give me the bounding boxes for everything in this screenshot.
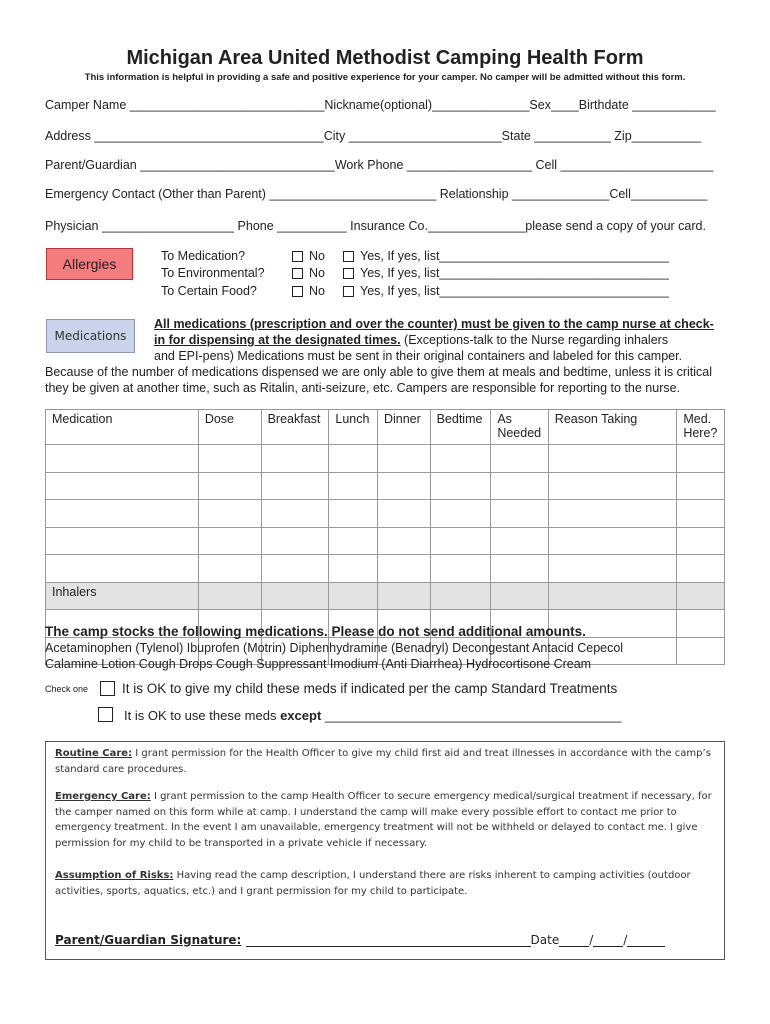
except-bold: except: [280, 708, 322, 723]
allergy-environmental-no[interactable]: [292, 266, 325, 280]
allergy-food-yes[interactable]: [343, 284, 669, 298]
no-checkbox[interactable]: [292, 286, 303, 297]
medications-policy-bold2: in for dispensing at the designated times.: [154, 333, 401, 347]
table-cell[interactable]: [491, 555, 548, 583]
physician-line[interactable]: Physician ___________________ Phone __________ Insurance Co.______________please send a copy of your card.: [45, 219, 706, 233]
table-cell[interactable]: [329, 555, 378, 583]
table-cell[interactable]: [377, 555, 430, 583]
assumption-of-risks-text: Having read the camp description, I understand there are risks inherent to camping activities (outdoor activities, sports, aquatics, etc.) and I grant permission for my child to participate.: [55, 870, 691, 897]
address-line[interactable]: Address _________________________________City ______________________State ___________ Zip__________: [45, 129, 702, 143]
date-year-field[interactable]: [627, 933, 665, 947]
table-cell[interactable]: [46, 555, 199, 583]
emergency-care-text: I grant permission to the camp Health Officer to secure emergency medical/surgical treatment if necessary, for the camper named on this form while at camp. I understand the camp will make every possible effort to contact me prior to emergency treatment. In the event I am unavailable, emergency treatment will not be withheld or delayed to contact me. I give permission for my child to be transported in a private vehicle if necessary.: [55, 791, 712, 849]
inhalers-label: Inhalers: [46, 582, 199, 610]
yes-checkbox[interactable]: [343, 286, 354, 297]
camper-info-line[interactable]: Camper Name ____________________________Nickname(optional)______________Sex____Birthdate ____________: [45, 98, 716, 112]
table-cell[interactable]: [430, 527, 491, 555]
allergy-food-question: To Certain Food?: [161, 284, 257, 298]
table-cell[interactable]: [198, 445, 261, 473]
yes-label: Yes, If yes, list_________________________________: [360, 266, 669, 280]
table-cell[interactable]: [329, 527, 378, 555]
except-checkbox[interactable]: [98, 706, 113, 724]
table-header-row: [46, 410, 725, 445]
emergency-care-label: Emergency Care:: [55, 791, 151, 802]
medications-policy-line5: they be given at another time, such as Ritalin, anti-seizure, etc. Campers are responsible for reporting to the nurse.: [45, 381, 681, 395]
allergies-label: Allergies: [46, 248, 133, 280]
table-cell[interactable]: [198, 472, 261, 500]
table-cell[interactable]: [677, 610, 725, 638]
no-label: No: [309, 266, 325, 280]
header-medication: Medication: [46, 410, 199, 445]
routine-care-section: [55, 746, 715, 777]
header-dinner: Dinner: [377, 410, 430, 445]
checkbox-icon[interactable]: [98, 707, 113, 722]
allergy-medication-question: To Medication?: [161, 249, 246, 263]
table-cell[interactable]: [329, 472, 378, 500]
table-cell[interactable]: [198, 555, 261, 583]
table-row[interactable]: [46, 555, 725, 583]
signature-line[interactable]: [55, 933, 665, 947]
table-cell[interactable]: [548, 445, 677, 473]
emergency-care-section: [55, 789, 715, 851]
header-lunch: Lunch: [329, 410, 378, 445]
table-cell[interactable]: [46, 445, 199, 473]
table-cell[interactable]: [677, 472, 725, 500]
assumption-of-risks-section: [55, 868, 715, 899]
allergy-medication-yes[interactable]: [343, 249, 669, 263]
table-cell[interactable]: [430, 472, 491, 500]
table-cell[interactable]: [261, 445, 329, 473]
date-month-field[interactable]: [559, 933, 589, 947]
allergy-environmental-yes[interactable]: [343, 266, 669, 280]
table-cell[interactable]: [677, 500, 725, 528]
table-cell[interactable]: [548, 527, 677, 555]
consent-box: [45, 741, 725, 960]
stock-list-line2: Calamine Lotion Cough Drops Cough Suppressant Imodium (Anti Diarrhea) Hydrocortisone Cream: [45, 657, 592, 671]
except-option[interactable]: [124, 708, 621, 723]
table-row[interactable]: [46, 445, 725, 473]
yes-label: Yes, If yes, list_________________________________: [360, 284, 669, 298]
header-breakfast: Breakfast: [261, 410, 329, 445]
table-cell[interactable]: [261, 500, 329, 528]
table-row[interactable]: [46, 472, 725, 500]
table-cell[interactable]: [491, 445, 548, 473]
header-med-here: Med. Here?: [677, 410, 725, 445]
table-cell[interactable]: [46, 527, 199, 555]
date-slash: /: [623, 933, 628, 947]
table-cell[interactable]: [430, 500, 491, 528]
signature-label: Parent/Guardian Signature:: [55, 933, 242, 947]
table-cell[interactable]: [548, 555, 677, 583]
table-cell[interactable]: [491, 527, 548, 555]
table-cell[interactable]: [261, 472, 329, 500]
no-checkbox[interactable]: [292, 268, 303, 279]
except-prefix: It is OK to use these meds: [124, 708, 281, 723]
date-label: Date: [530, 933, 560, 947]
checkbox-icon[interactable]: [100, 681, 115, 696]
table-cell[interactable]: [548, 500, 677, 528]
table-row[interactable]: [46, 500, 725, 528]
table-cell[interactable]: [329, 500, 378, 528]
table-cell[interactable]: [377, 472, 430, 500]
table-cell[interactable]: [46, 472, 199, 500]
medications-policy-line3: and EPI-pens) Medications must be sent in their original containers and labeled for this camper.: [154, 349, 683, 363]
medications-policy-line4: Because of the number of medications dispensed we are only able to give them at meals and bedtime, unless it is critical: [45, 365, 713, 379]
header-bedtime: Bedtime: [430, 410, 491, 445]
routine-care-label: Routine Care:: [55, 748, 133, 759]
table-cell[interactable]: [677, 445, 725, 473]
table-cell[interactable]: [261, 555, 329, 583]
medications-label: Medications: [46, 319, 135, 353]
medications-policy-bold: All medications (prescription and over the counter) must be given to the camp nurse at check-: [154, 317, 714, 331]
table-cell[interactable]: [491, 500, 548, 528]
yes-checkbox[interactable]: [343, 268, 354, 279]
table-cell[interactable]: [377, 445, 430, 473]
header-reason-taking: Reason Taking: [548, 410, 677, 445]
table-cell[interactable]: [46, 500, 199, 528]
table-cell[interactable]: [677, 555, 725, 583]
allergy-environmental-question: To Environmental?: [161, 266, 265, 280]
table-cell[interactable]: [377, 500, 430, 528]
form-subtitle: This information is helpful in providing a safe and positive experience for your camper. No camper will be admitted without this form.: [84, 72, 686, 83]
check-one-label: Check one: [45, 684, 89, 694]
header-dose: Dose: [198, 410, 261, 445]
table-cell[interactable]: [677, 637, 725, 665]
table-cell[interactable]: [430, 555, 491, 583]
emergency-contact-line[interactable]: Emergency Contact (Other than Parent) ________________________ Relationship ______________Cell___________: [45, 187, 708, 201]
table-cell[interactable]: [261, 527, 329, 555]
table-cell[interactable]: [329, 445, 378, 473]
header-as-needed: As Needed: [491, 410, 548, 445]
medications-policy-line2: [154, 332, 668, 348]
except-blank: _________________________________________: [321, 708, 622, 723]
table-cell[interactable]: [548, 472, 677, 500]
table-cell[interactable]: [377, 527, 430, 555]
date-day-field[interactable]: [593, 933, 623, 947]
date-slash: /: [589, 933, 594, 947]
inhalers-row: [46, 582, 725, 610]
table-cell[interactable]: [198, 527, 261, 555]
stock-list-line1: Acetaminophen (Tylenol) Ibuprofen (Motrin) Diphenhydramine (Benadryl) Decongestant Antacid Cepecol: [45, 641, 624, 655]
routine-care-text: I grant permission for the Health Officer to give my child first aid and treat illnesses in accordance with the camp’s standard care procedures.: [55, 748, 711, 775]
medications-policy-rest: (Exceptions-talk to the Nurse regarding inhalers: [400, 333, 669, 347]
form-title: Michigan Area United Methodist Camping Health Form: [126, 47, 644, 69]
standard-treatments-checkbox[interactable]: [100, 680, 115, 698]
allergy-food-no[interactable]: [292, 284, 325, 298]
parent-guardian-line[interactable]: Parent/Guardian ____________________________Work Phone __________________ Cell ______________________: [45, 158, 714, 172]
stock-title: The camp stocks the following medications. Please do not send additional amounts.: [45, 624, 586, 639]
signature-field[interactable]: [246, 933, 531, 947]
allergy-medication-no[interactable]: [292, 249, 325, 263]
yes-label: Yes, If yes, list_________________________________: [360, 249, 669, 263]
table-row[interactable]: [46, 527, 725, 555]
table-cell[interactable]: [491, 472, 548, 500]
standard-treatments-label: It is OK to give my child these meds if indicated per the camp Standard Treatments: [122, 681, 618, 696]
no-checkbox[interactable]: [292, 251, 303, 262]
table-cell[interactable]: [430, 445, 491, 473]
no-label: No: [309, 249, 325, 263]
no-label: No: [309, 284, 325, 298]
yes-checkbox[interactable]: [343, 251, 354, 262]
table-cell[interactable]: [677, 527, 725, 555]
table-cell[interactable]: [198, 500, 261, 528]
assumption-of-risks-label: Assumption of Risks:: [55, 870, 174, 881]
